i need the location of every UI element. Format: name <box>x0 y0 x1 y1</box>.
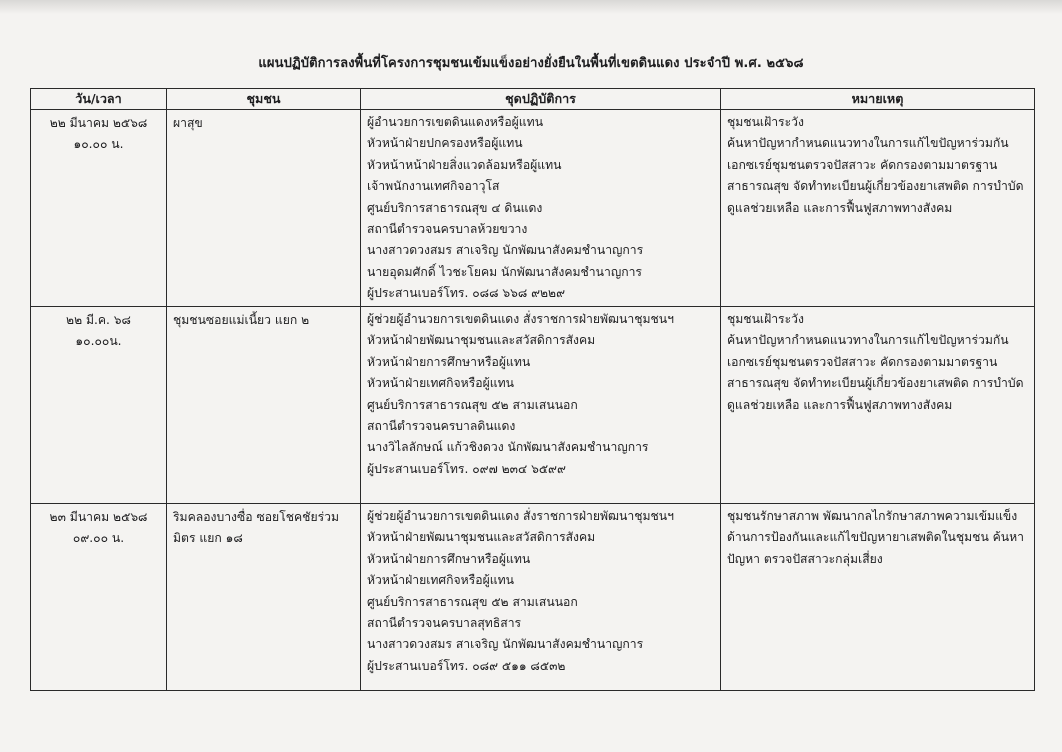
time-text: ๐๙.๐๐ น. <box>72 531 125 546</box>
team-member: หัวหน้าฝ่ายเทศกิจหรือผู้แทน <box>367 573 514 588</box>
date-text: ๒๒ มี.ค. ๖๘ <box>66 313 131 327</box>
note-cell <box>721 504 1035 691</box>
coordinator-phone: ผู้ประสานเบอร์โทร. ๐๘๘ ๖๖๘ ๙๒๒๙ <box>367 286 566 301</box>
table-row <box>31 110 1035 307</box>
date-cell <box>31 307 167 504</box>
community-name: ผาสุข <box>173 116 203 130</box>
note-line: ค้นหาปัญหากำหนดแนวทางในการแก้ไขปัญหาร่วมกัน <box>727 136 1009 151</box>
coordinator-phone: ผู้ประสานเบอร์โทร. ๐๙๗ ๒๓๔ ๖๕๙๙ <box>367 461 566 476</box>
table-row <box>31 307 1035 504</box>
note-line: สาธารณสุข จัดทำทะเบียนผู้เกี่ยวข้องยาเสพติด การบำบัด <box>727 376 1024 391</box>
team-member: สถานีตำรวจนครบาลห้วยขวาง <box>367 222 528 237</box>
note-cell <box>721 110 1035 307</box>
scan-edge <box>0 0 1062 14</box>
note-line: ชุมชนเฝ้าระวัง <box>727 312 804 326</box>
team-member: ผู้ช่วยผู้อำนวยการเขตดินแดง สั่งราชการฝ่ายพัฒนาชุมชนฯ <box>367 509 674 523</box>
team-member: เจ้าพนักงานเทศกิจอาวุโส <box>367 179 500 194</box>
note-line: เอกซเรย์ชุมชนตรวจปัสสาวะ คัดกรองตามมาตรฐาน <box>727 157 998 172</box>
team-member: หัวหน้าฝ่ายพัฒนาชุมชนและสวัสดิการสังคม <box>367 333 596 348</box>
team-member: หัวหน้าฝ่ายการศึกษาหรือผู้แทน <box>367 551 531 566</box>
team-member: หัวหน้าฝ่ายการศึกษาหรือผู้แทน <box>367 354 531 369</box>
note-line: เอกซเรย์ชุมชนตรวจปัสสาวะ คัดกรองตามมาตรฐาน <box>727 354 998 369</box>
coordinator-phone: ผู้ประสานเบอร์โทร. ๐๘๙ ๕๑๑ ๘๕๓๒ <box>367 658 566 673</box>
team-member: หัวหน้าฝ่ายปกครองหรือผู้แทน <box>367 136 523 151</box>
header-community: ชุมชน <box>167 89 361 110</box>
date-text: ๒๒ มีนาคม ๒๕๖๘ <box>49 116 148 130</box>
action-plan-table <box>30 88 1035 691</box>
time-text: ๑๐.๐๐ น. <box>73 137 124 152</box>
team-member: สถานีตำรวจนครบาลสุทธิสาร <box>367 616 522 631</box>
team-member: ศูนย์บริการสาธารณสุข ๕๒ สามเสนนอก <box>367 397 578 412</box>
community-name: ริมคลองบางซื่อ ซอยโชคชัยร่วม <box>173 510 340 524</box>
community-cell <box>167 307 361 504</box>
team-member: นายอุดมศักดิ์ ไวชะโยคม นักพัฒนาสังคมชำนาญการ <box>367 264 642 279</box>
header-note: หมายเหตุ <box>721 89 1035 110</box>
table-header-row <box>31 89 1035 110</box>
team-cell <box>361 504 721 691</box>
table-row <box>31 504 1035 691</box>
team-member: หัวหน้าหน้าฝ่ายสิ่งแวดล้อมหรือผู้แทน <box>367 157 562 172</box>
header-date: วัน/เวลา <box>31 89 167 110</box>
date-cell <box>31 504 167 691</box>
team-member: สถานีตำรวจนครบาลดินแดง <box>367 419 516 434</box>
team-member: นางสาวดวงสมร สาเจริญ นักพัฒนาสังคมชำนาญการ <box>367 637 644 652</box>
note-line: ชุมชนเฝ้าระวัง <box>727 115 804 129</box>
document-title: แผนปฏิบัติการลงพื้นที่โครงการชุมชนเข้มแข็งอย่างยั่งยืนในพื้นที่เขตดินแดง ประจำปี พ.ศ. ๒๕๖๘ <box>258 56 804 71</box>
note-line: สาธารณสุข จัดทำทะเบียนผู้เกี่ยวข้องยาเสพติด การบำบัด <box>727 179 1024 194</box>
community-cell <box>167 504 361 691</box>
note-line: ค้นหาปัญหากำหนดแนวทางในการแก้ไขปัญหาร่วมกัน <box>727 333 1009 348</box>
note-line: ด้านการป้องกันและแก้ไขปัญหายาเสพติดในชุมชน ค้นหา <box>727 530 1025 545</box>
note-line: ดูแลช่วยเหลือ และการฟื้นฟูสภาพทางสังคม <box>727 397 953 412</box>
date-text: ๒๓ มีนาคม ๒๕๖๘ <box>49 510 148 524</box>
note-line: ปัญหา ตรวจปัสสาวะกลุ่มเสี่ยง <box>727 551 883 566</box>
team-member: นางสาวดวงสมร สาเจริญ นักพัฒนาสังคมชำนาญการ <box>367 243 644 258</box>
note-line: ดูแลช่วยเหลือ และการฟื้นฟูสภาพทางสังคม <box>727 200 953 215</box>
team-member: หัวหน้าฝ่ายเทศกิจหรือผู้แทน <box>367 376 514 391</box>
team-member: นางวิไลลักษณ์ แก้วชิงดวง นักพัฒนาสังคมชำนาญการ <box>367 440 649 455</box>
note-cell <box>721 307 1035 504</box>
community-cell <box>167 110 361 307</box>
time-text: ๑๐.๐๐น. <box>75 334 122 349</box>
header-team: ชุดปฏิบัติการ <box>361 89 721 110</box>
team-member: ผู้อำนวยการเขตดินแดงหรือผู้แทน <box>367 115 544 129</box>
community-name: ชุมชนซอยแม่เนี้ยว แยก ๒ <box>173 313 310 327</box>
team-member: ผู้ช่วยผู้อำนวยการเขตดินแดง สั่งราชการฝ่ายพัฒนาชุมชนฯ <box>367 312 674 326</box>
team-member: ศูนย์บริการสาธารณสุข ๕๒ สามเสนนอก <box>367 594 578 609</box>
team-member: หัวหน้าฝ่ายพัฒนาชุมชนและสวัสดิการสังคม <box>367 530 596 545</box>
team-cell <box>361 110 721 307</box>
date-cell <box>31 110 167 307</box>
note-line: ชุมชนรักษาสภาพ พัฒนากลไกรักษาสภาพความเข้มแข็ง <box>727 509 1018 523</box>
team-member: ศูนย์บริการสาธารณสุข ๔ ดินแดง <box>367 200 543 215</box>
team-cell <box>361 307 721 504</box>
community-name: มิตร แยก ๑๘ <box>173 531 243 546</box>
